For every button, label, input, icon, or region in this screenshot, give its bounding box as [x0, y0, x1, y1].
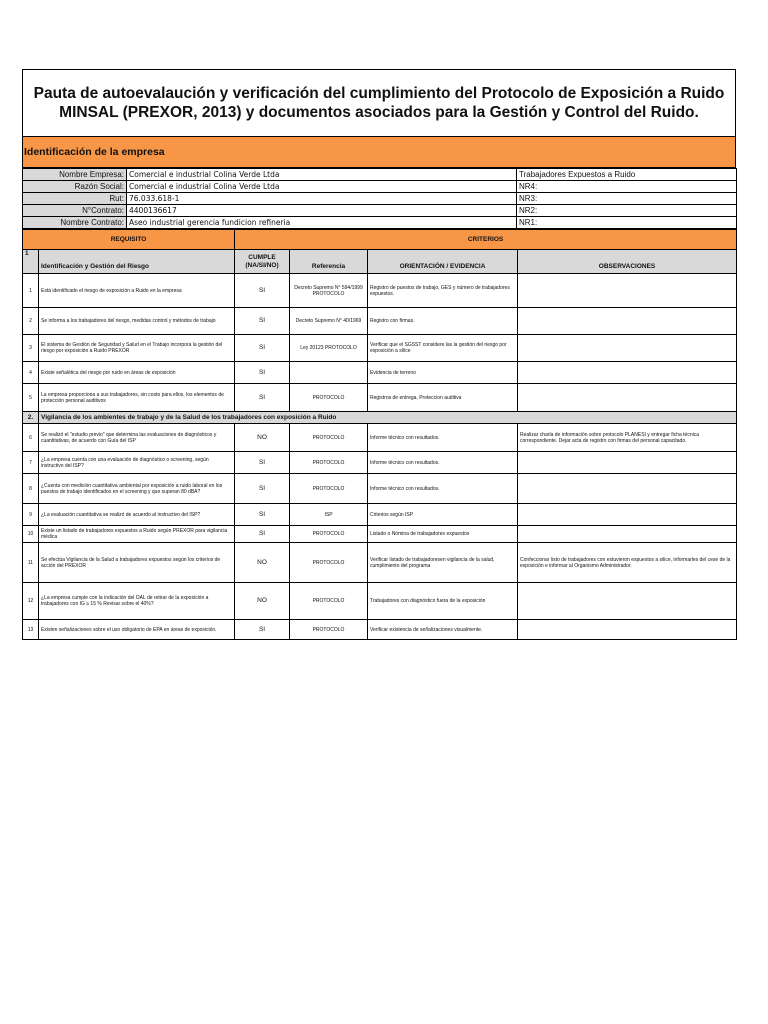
- cumple-value: NO: [235, 583, 290, 620]
- company-info-row: [23, 217, 737, 229]
- row-number: 1: [23, 274, 39, 308]
- row-number: 3: [23, 335, 39, 362]
- evidence-text: Evidencia de terreno: [368, 362, 518, 384]
- observations-text: [518, 308, 737, 335]
- cumple-value: SI: [235, 335, 290, 362]
- observations-text: [518, 384, 737, 412]
- observations-text: [518, 583, 737, 620]
- reference-text: PROTOCOLO: [290, 474, 368, 504]
- cumple-value: SI: [235, 474, 290, 504]
- company-info-row: [23, 181, 737, 193]
- section-2-number: 2.: [23, 412, 39, 424]
- evidence-text: Verificar existencia de señalizaciones visualmente.: [368, 620, 518, 640]
- evidence-text: Trabajadores con diagnóstico fuera de la exposición: [368, 583, 518, 620]
- row-number: 12: [23, 583, 39, 620]
- company-info-label: Nombre Contrato:: [23, 217, 127, 229]
- requisito-header: REQUISITO: [23, 230, 235, 250]
- cumple-value: SI: [235, 620, 290, 640]
- reference-text: ISP: [290, 504, 368, 526]
- observations-text: [518, 335, 737, 362]
- header-row-2: [23, 250, 737, 274]
- evidence-text: Registro con firmas.: [368, 308, 518, 335]
- reference-text: PROTOCOLO: [290, 424, 368, 452]
- company-id-header: Identificación de la empresa: [22, 137, 736, 168]
- table-row: [23, 620, 737, 640]
- table-row: [23, 362, 737, 384]
- company-info-value: 4400136617: [127, 205, 517, 217]
- cumple-value: NO: [235, 543, 290, 583]
- reference-text: Decreto Supremo N° 594/1999 PROTOCOLO: [290, 274, 368, 308]
- table-row: [23, 424, 737, 452]
- evidence-text: Registro de puestos de trabajo, GES y número de trabajadores expuestos.: [368, 274, 518, 308]
- evidence-text: Informe técnico con resultados.: [368, 424, 518, 452]
- company-info-value: Aseo industrial gerencia fundicion refineria: [127, 217, 517, 229]
- row-number: 10: [23, 526, 39, 543]
- row-number: 13: [23, 620, 39, 640]
- requirement-text: Existe un listado de trabajadores expuestos a Ruido según PREXOR para vigilancia médica: [39, 526, 235, 543]
- company-info-label: N°Contrato:: [23, 205, 127, 217]
- page-title-line-1: Pauta de autoevalaución y verificación del cumplimiento del Protocolo de Exposición a Ruido: [33, 85, 725, 102]
- exposure-info-cell: NR3:: [517, 193, 737, 205]
- reference-text: [290, 362, 368, 384]
- cumple-value: SI: [235, 308, 290, 335]
- requirement-text: La empresa proporciona a sus trabajadores, sin costo para ellos, los elementos de protección personal auditivos: [39, 384, 235, 412]
- exposure-info-cell: NR4:: [517, 181, 737, 193]
- requirement-text: ¿La evaluación cuantitativa se realizó de acuerdo al instructivo del ISP?: [39, 504, 235, 526]
- requirement-text: Se realizó el "estudio previo" que determina las evaluaciones de diagnósticos y cuantitativas, de acuerdo con Guía del ISP: [39, 424, 235, 452]
- row-number: 8: [23, 474, 39, 504]
- referencia-column-header: Referencia: [290, 250, 368, 274]
- row-number: 4: [23, 362, 39, 384]
- section-2-title: Vigilancia de los ambientes de trabajo y de la Salud de los trabajadores con exposición a Ruido: [39, 412, 737, 424]
- cumple-value: SI: [235, 526, 290, 543]
- evidence-text: Informe técnico con resultados.: [368, 452, 518, 474]
- observations-text: [518, 526, 737, 543]
- cumple-value: SI: [235, 362, 290, 384]
- row-number: 2: [23, 308, 39, 335]
- row-number: 9: [23, 504, 39, 526]
- section-2-header-row: [23, 412, 737, 424]
- title-box: [22, 69, 736, 137]
- table-row: [23, 504, 737, 526]
- table-row: [23, 335, 737, 362]
- table-row: [23, 452, 737, 474]
- requirement-text: Se efectúa Vigilancia de la Salud a trabajadores expuestos según los criterios de acción del PREXOR: [39, 543, 235, 583]
- company-info-label: Rut:: [23, 193, 127, 205]
- table-row: [23, 474, 737, 504]
- requirement-text: Existe señalética del riesgo por ruido en áreas de exposición: [39, 362, 235, 384]
- cumple-value: SI: [235, 452, 290, 474]
- observations-text: [518, 362, 737, 384]
- header-row-1: [23, 230, 737, 250]
- requirement-text: Está identificado el riesgo de exposición a Ruido en la empresa: [39, 274, 235, 308]
- observations-text: Realizar charla de información sobre protocolo PLANESI y entregar ficha técnica correspondiente. Dejar acta de registro con firmas del personal capacitado.: [518, 424, 737, 452]
- requirement-text: ¿La empresa cuenta con una evaluación de diagnóstico o screening, según instructivo del ISP?: [39, 452, 235, 474]
- company-info-value: Comercial e industrial Colina Verde Ltda: [127, 181, 517, 193]
- evidence-text: Verificar listado de trabajadoresen vigilancia de la salud, cumplimiento del programa: [368, 543, 518, 583]
- table-row: [23, 583, 737, 620]
- reference-text: PROTOCOLO: [290, 526, 368, 543]
- exposure-info-cell: Trabajadores Expuestos a Ruido: [517, 169, 737, 181]
- requirement-text: El sistema de Gestión de Seguridad y Salud en el Trabajo incorpora la gestión del riesgo por exposición a Ruido PREXOR: [39, 335, 235, 362]
- company-info-label: Nombre Empresa:: [23, 169, 127, 181]
- reference-text: PROTOCOLO: [290, 452, 368, 474]
- observations-text: [518, 274, 737, 308]
- table-row: [23, 526, 737, 543]
- requirement-text: ¿Cuenta con medición cuantitativa ambiental por exposición a ruido laboral en los puestos de trabajo identificados en el screening y que superan 80 dBA?: [39, 474, 235, 504]
- reference-text: PROTOCOLO: [290, 620, 368, 640]
- reference-text: Ley 20123 PROTOCOLO: [290, 335, 368, 362]
- cumple-column-header: CUMPLE (NA/SI/NO): [235, 250, 290, 274]
- reference-text: PROTOCOLO: [290, 543, 368, 583]
- company-info-row: [23, 193, 737, 205]
- row-number: 11: [23, 543, 39, 583]
- checklist-table: [22, 229, 737, 640]
- table-row: [23, 543, 737, 583]
- reference-text: Decreto Supremo N° 40/1969: [290, 308, 368, 335]
- observations-text: [518, 620, 737, 640]
- evidence-text: Criterios según ISP: [368, 504, 518, 526]
- orientacion-column-header: ORIENTACIÓN / EVIDENCIA: [368, 250, 518, 274]
- company-info-row: [23, 169, 737, 181]
- company-info-value: Comercial e industrial Colina Verde Ltda: [127, 169, 517, 181]
- table-row: [23, 308, 737, 335]
- reference-text: PROTOCOLO: [290, 384, 368, 412]
- requirement-text: ¿La empresa cumple con la indicación del OAL de retirar de la exposición a trabajadores con IG ≥ 15 % Revisar sobre el 40%?: [39, 583, 235, 620]
- section-1-title: Identificación y Gestión del Riesgo: [39, 250, 235, 274]
- criterios-header: CRITERIOS: [235, 230, 737, 250]
- exposure-info-cell: NR2:: [517, 205, 737, 217]
- row-number: 6: [23, 424, 39, 452]
- observaciones-column-header: OBSERVACIONES: [518, 250, 737, 274]
- evidence-text: Verificar que el SGSST considere las la gestión del riesgo por exposición a sílice: [368, 335, 518, 362]
- observations-text: [518, 452, 737, 474]
- reference-text: PROTOCOLO: [290, 583, 368, 620]
- evidence-text: Listado o Nómina de trabajadores expuestos: [368, 526, 518, 543]
- company-info-value: 76.033.618-1: [127, 193, 517, 205]
- observations-text: Confeccionar listo de trabajadores con estuvieron expuestos a silice, informarles del cese de la exposición e informar al Organismo Administrador.: [518, 543, 737, 583]
- company-info-row: [23, 205, 737, 217]
- table-row: [23, 384, 737, 412]
- row-number: 5: [23, 384, 39, 412]
- table-row: [23, 274, 737, 308]
- observations-text: [518, 504, 737, 526]
- spreadsheet: [22, 69, 736, 640]
- evidence-text: Registros de entrega, Proteccion auditiva: [368, 384, 518, 412]
- observations-text: [518, 474, 737, 504]
- requirement-text: Se informa a los trabajadores del riesgo, medidas control y métodos de trabajo: [39, 308, 235, 335]
- cumple-value: NO: [235, 424, 290, 452]
- page-title-line-2: MINSAL (PREXOR, 2013) y documentos asociados para la Gestión y Control del Ruido.: [59, 104, 699, 121]
- cumple-value: SI: [235, 274, 290, 308]
- section-1-number: 1: [23, 250, 39, 274]
- cumple-value: SI: [235, 504, 290, 526]
- row-number: 7: [23, 452, 39, 474]
- company-info-table: [22, 168, 737, 229]
- exposure-info-cell: NR1:: [517, 217, 737, 229]
- company-info-label: Razón Social:: [23, 181, 127, 193]
- requirement-text: Existen señalizaciones sobre el uso obligatorio de EPA en áreas de exposición.: [39, 620, 235, 640]
- evidence-text: Informe técnico con resultados.: [368, 474, 518, 504]
- cumple-value: SI: [235, 384, 290, 412]
